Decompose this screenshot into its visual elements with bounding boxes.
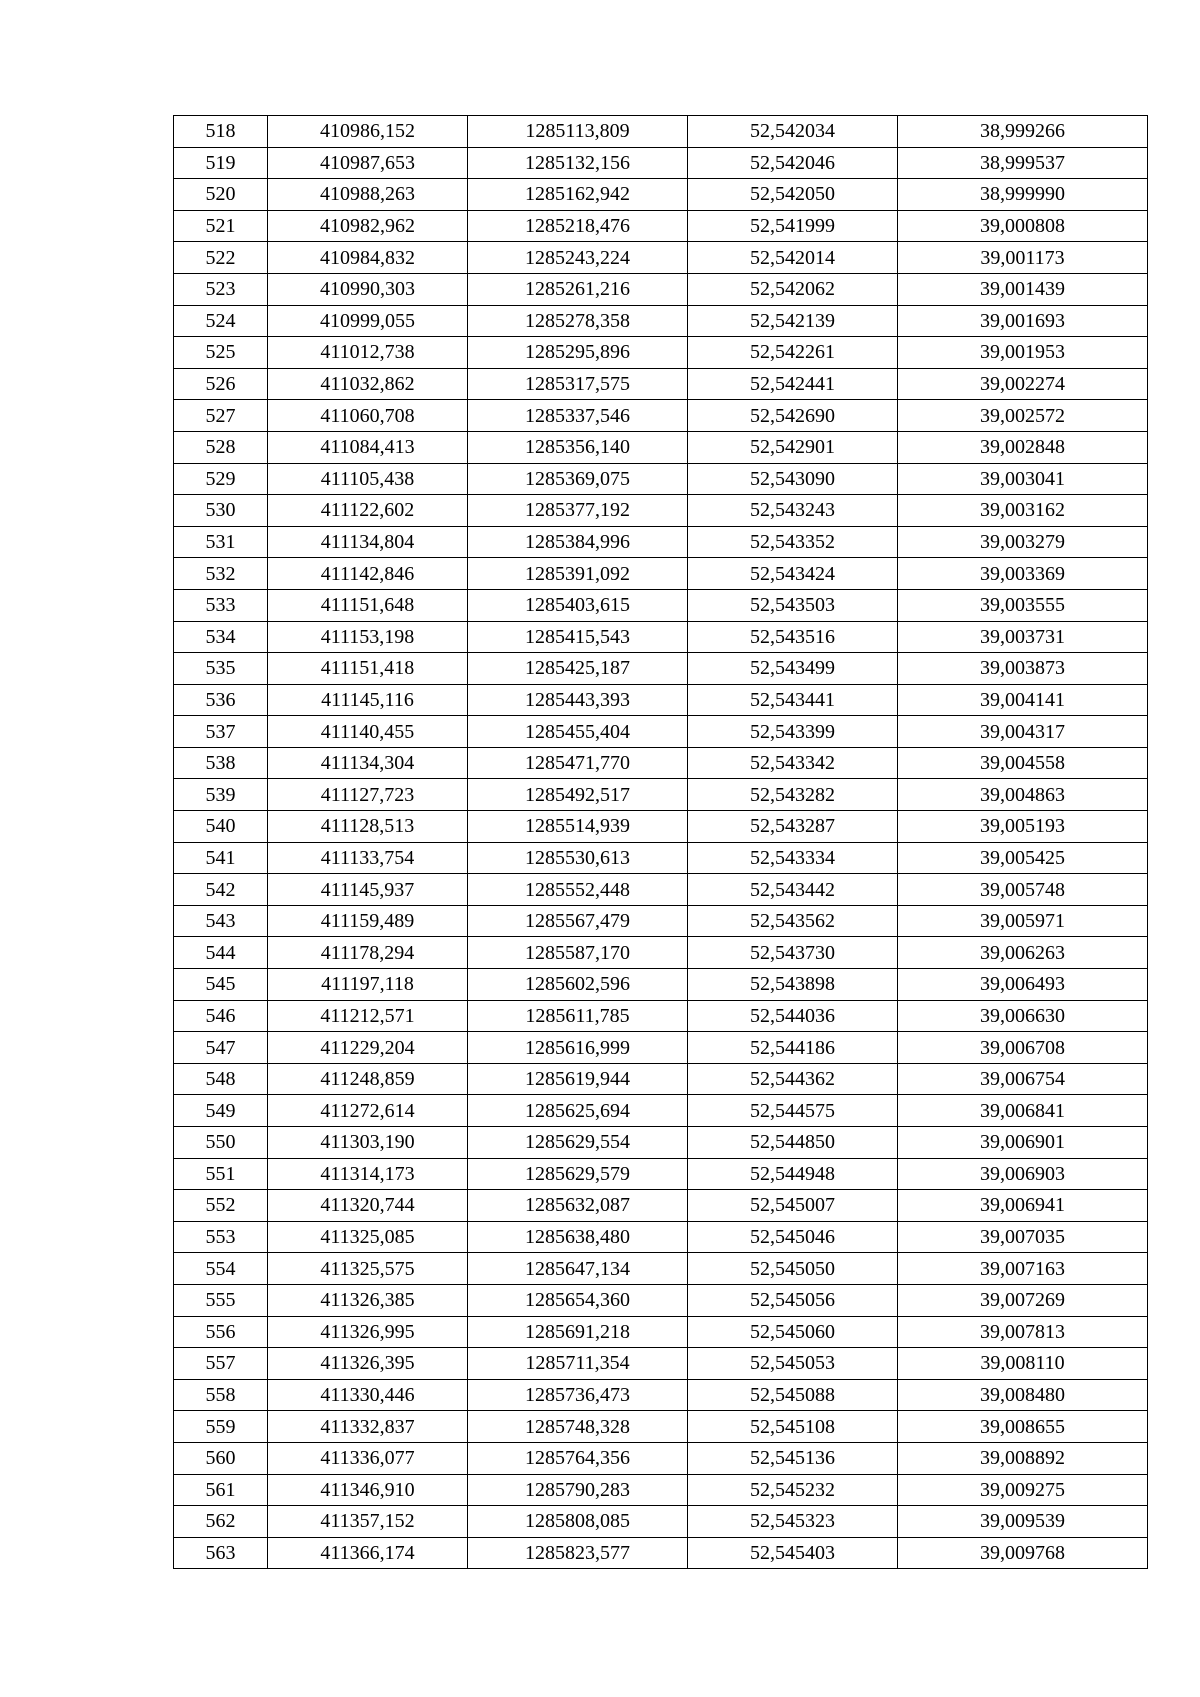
x-coordinate-cell: 411060,708	[268, 400, 468, 432]
longitude-cell: 38,999990	[898, 179, 1148, 211]
y-coordinate-cell: 1285492,517	[468, 779, 688, 811]
longitude-cell: 39,003873	[898, 653, 1148, 685]
x-coordinate-cell: 411346,910	[268, 1474, 468, 1506]
y-coordinate-cell: 1285113,809	[468, 116, 688, 148]
table-row	[174, 653, 1148, 685]
table-row	[174, 495, 1148, 527]
y-coordinate-cell: 1285691,218	[468, 1316, 688, 1348]
x-coordinate-cell: 411134,804	[268, 526, 468, 558]
x-coordinate-cell: 411084,413	[268, 431, 468, 463]
point-number-cell: 542	[174, 874, 268, 906]
point-number-cell: 546	[174, 1000, 268, 1032]
latitude-cell: 52,544948	[688, 1158, 898, 1190]
y-coordinate-cell: 1285602,596	[468, 969, 688, 1001]
table-row	[174, 1063, 1148, 1095]
y-coordinate-cell: 1285808,085	[468, 1506, 688, 1538]
longitude-cell: 39,006708	[898, 1032, 1148, 1064]
point-number-cell: 532	[174, 558, 268, 590]
y-coordinate-cell: 1285403,615	[468, 589, 688, 621]
x-coordinate-cell: 411229,204	[268, 1032, 468, 1064]
latitude-cell: 52,542034	[688, 116, 898, 148]
x-coordinate-cell: 411314,173	[268, 1158, 468, 1190]
x-coordinate-cell: 411032,862	[268, 368, 468, 400]
point-number-cell: 526	[174, 368, 268, 400]
x-coordinate-cell: 411151,648	[268, 589, 468, 621]
table-row	[174, 716, 1148, 748]
longitude-cell: 39,006841	[898, 1095, 1148, 1127]
latitude-cell: 52,543503	[688, 589, 898, 621]
table-row	[174, 779, 1148, 811]
table-row	[174, 1474, 1148, 1506]
y-coordinate-cell: 1285748,328	[468, 1411, 688, 1443]
y-coordinate-cell: 1285132,156	[468, 147, 688, 179]
y-coordinate-cell: 1285611,785	[468, 1000, 688, 1032]
table-row	[174, 874, 1148, 906]
latitude-cell: 52,542050	[688, 179, 898, 211]
y-coordinate-cell: 1285619,944	[468, 1063, 688, 1095]
longitude-cell: 39,009275	[898, 1474, 1148, 1506]
longitude-cell: 39,002274	[898, 368, 1148, 400]
y-coordinate-cell: 1285391,092	[468, 558, 688, 590]
y-coordinate-cell: 1285415,543	[468, 621, 688, 653]
table-row	[174, 558, 1148, 590]
latitude-cell: 52,543334	[688, 842, 898, 874]
longitude-cell: 39,005971	[898, 905, 1148, 937]
latitude-cell: 52,543399	[688, 716, 898, 748]
longitude-cell: 39,003555	[898, 589, 1148, 621]
x-coordinate-cell: 411272,614	[268, 1095, 468, 1127]
longitude-cell: 39,005425	[898, 842, 1148, 874]
x-coordinate-cell: 411145,937	[268, 874, 468, 906]
longitude-cell: 39,006493	[898, 969, 1148, 1001]
longitude-cell: 39,004317	[898, 716, 1148, 748]
longitude-cell: 39,004141	[898, 684, 1148, 716]
y-coordinate-cell: 1285616,999	[468, 1032, 688, 1064]
table-row	[174, 116, 1148, 148]
point-number-cell: 534	[174, 621, 268, 653]
y-coordinate-cell: 1285337,546	[468, 400, 688, 432]
point-number-cell: 521	[174, 210, 268, 242]
x-coordinate-cell: 411325,575	[268, 1253, 468, 1285]
y-coordinate-cell: 1285278,358	[468, 305, 688, 337]
longitude-cell: 39,003279	[898, 526, 1148, 558]
longitude-cell: 39,003162	[898, 495, 1148, 527]
y-coordinate-cell: 1285471,770	[468, 747, 688, 779]
x-coordinate-cell: 411159,489	[268, 905, 468, 937]
table-row	[174, 937, 1148, 969]
x-coordinate-cell: 411197,118	[268, 969, 468, 1001]
longitude-cell: 39,008110	[898, 1348, 1148, 1380]
table-row	[174, 431, 1148, 463]
longitude-cell: 39,009539	[898, 1506, 1148, 1538]
y-coordinate-cell: 1285711,354	[468, 1348, 688, 1380]
longitude-cell: 39,006263	[898, 937, 1148, 969]
point-number-cell: 556	[174, 1316, 268, 1348]
latitude-cell: 52,543424	[688, 558, 898, 590]
point-number-cell: 519	[174, 147, 268, 179]
point-number-cell: 533	[174, 589, 268, 621]
latitude-cell: 52,542062	[688, 273, 898, 305]
x-coordinate-cell: 410987,653	[268, 147, 468, 179]
longitude-cell: 39,007163	[898, 1253, 1148, 1285]
latitude-cell: 52,541999	[688, 210, 898, 242]
table-row	[174, 1316, 1148, 1348]
table-row	[174, 684, 1148, 716]
y-coordinate-cell: 1285790,283	[468, 1474, 688, 1506]
y-coordinate-cell: 1285736,473	[468, 1379, 688, 1411]
latitude-cell: 52,542046	[688, 147, 898, 179]
y-coordinate-cell: 1285567,479	[468, 905, 688, 937]
longitude-cell: 39,007035	[898, 1221, 1148, 1253]
latitude-cell: 52,543282	[688, 779, 898, 811]
x-coordinate-cell: 410982,962	[268, 210, 468, 242]
y-coordinate-cell: 1285455,404	[468, 716, 688, 748]
point-number-cell: 518	[174, 116, 268, 148]
x-coordinate-cell: 411127,723	[268, 779, 468, 811]
table-row	[174, 337, 1148, 369]
x-coordinate-cell: 411330,446	[268, 1379, 468, 1411]
x-coordinate-cell: 411320,744	[268, 1190, 468, 1222]
table-row	[174, 1253, 1148, 1285]
y-coordinate-cell: 1285443,393	[468, 684, 688, 716]
longitude-cell: 39,002848	[898, 431, 1148, 463]
y-coordinate-cell: 1285162,942	[468, 179, 688, 211]
y-coordinate-cell: 1285369,075	[468, 463, 688, 495]
longitude-cell: 39,006941	[898, 1190, 1148, 1222]
longitude-cell: 39,003369	[898, 558, 1148, 590]
table-row	[174, 147, 1148, 179]
point-number-cell: 543	[174, 905, 268, 937]
table-row	[174, 905, 1148, 937]
x-coordinate-cell: 411178,294	[268, 937, 468, 969]
point-number-cell: 535	[174, 653, 268, 685]
point-number-cell: 530	[174, 495, 268, 527]
point-number-cell: 540	[174, 811, 268, 843]
point-number-cell: 539	[174, 779, 268, 811]
latitude-cell: 52,545046	[688, 1221, 898, 1253]
point-number-cell: 524	[174, 305, 268, 337]
table-row	[174, 1158, 1148, 1190]
x-coordinate-cell: 411336,077	[268, 1442, 468, 1474]
point-number-cell: 548	[174, 1063, 268, 1095]
point-number-cell: 551	[174, 1158, 268, 1190]
longitude-cell: 39,009768	[898, 1537, 1148, 1569]
latitude-cell: 52,542441	[688, 368, 898, 400]
table-row	[174, 1537, 1148, 1569]
latitude-cell: 52,543730	[688, 937, 898, 969]
table-row	[174, 842, 1148, 874]
point-number-cell: 549	[174, 1095, 268, 1127]
table-row	[174, 1221, 1148, 1253]
x-coordinate-cell: 410986,152	[268, 116, 468, 148]
y-coordinate-cell: 1285530,613	[468, 842, 688, 874]
latitude-cell: 52,543499	[688, 653, 898, 685]
longitude-cell: 38,999266	[898, 116, 1148, 148]
x-coordinate-cell: 411105,438	[268, 463, 468, 495]
table-row	[174, 1379, 1148, 1411]
longitude-cell: 39,008480	[898, 1379, 1148, 1411]
x-coordinate-cell: 411326,995	[268, 1316, 468, 1348]
y-coordinate-cell: 1285243,224	[468, 242, 688, 274]
y-coordinate-cell: 1285317,575	[468, 368, 688, 400]
latitude-cell: 52,543516	[688, 621, 898, 653]
table-row	[174, 1095, 1148, 1127]
point-number-cell: 522	[174, 242, 268, 274]
x-coordinate-cell: 411303,190	[268, 1127, 468, 1159]
latitude-cell: 52,544362	[688, 1063, 898, 1095]
table-row	[174, 811, 1148, 843]
table-row	[174, 589, 1148, 621]
x-coordinate-cell: 411366,174	[268, 1537, 468, 1569]
longitude-cell: 39,006754	[898, 1063, 1148, 1095]
point-number-cell: 555	[174, 1284, 268, 1316]
latitude-cell: 52,544186	[688, 1032, 898, 1064]
point-number-cell: 558	[174, 1379, 268, 1411]
latitude-cell: 52,543898	[688, 969, 898, 1001]
coordinates-table	[173, 115, 1148, 1569]
x-coordinate-cell: 411248,859	[268, 1063, 468, 1095]
y-coordinate-cell: 1285514,939	[468, 811, 688, 843]
point-number-cell: 525	[174, 337, 268, 369]
longitude-cell: 39,004863	[898, 779, 1148, 811]
latitude-cell: 52,543562	[688, 905, 898, 937]
y-coordinate-cell: 1285629,554	[468, 1127, 688, 1159]
point-number-cell: 523	[174, 273, 268, 305]
point-number-cell: 560	[174, 1442, 268, 1474]
table-row	[174, 273, 1148, 305]
latitude-cell: 52,545403	[688, 1537, 898, 1569]
table-row	[174, 400, 1148, 432]
table-row	[174, 969, 1148, 1001]
x-coordinate-cell: 411325,085	[268, 1221, 468, 1253]
x-coordinate-cell: 411357,152	[268, 1506, 468, 1538]
latitude-cell: 52,545007	[688, 1190, 898, 1222]
latitude-cell: 52,545053	[688, 1348, 898, 1380]
table-row	[174, 1190, 1148, 1222]
y-coordinate-cell: 1285425,187	[468, 653, 688, 685]
longitude-cell: 39,006903	[898, 1158, 1148, 1190]
latitude-cell: 52,542014	[688, 242, 898, 274]
latitude-cell: 52,543090	[688, 463, 898, 495]
latitude-cell: 52,544036	[688, 1000, 898, 1032]
latitude-cell: 52,543287	[688, 811, 898, 843]
point-number-cell: 554	[174, 1253, 268, 1285]
y-coordinate-cell: 1285823,577	[468, 1537, 688, 1569]
y-coordinate-cell: 1285647,134	[468, 1253, 688, 1285]
longitude-cell: 39,001953	[898, 337, 1148, 369]
table-row	[174, 1506, 1148, 1538]
table-row	[174, 526, 1148, 558]
point-number-cell: 559	[174, 1411, 268, 1443]
y-coordinate-cell: 1285552,448	[468, 874, 688, 906]
x-coordinate-cell: 411134,304	[268, 747, 468, 779]
x-coordinate-cell: 411012,738	[268, 337, 468, 369]
table-row	[174, 1348, 1148, 1380]
y-coordinate-cell: 1285764,356	[468, 1442, 688, 1474]
coordinates-table-body	[174, 116, 1148, 1569]
table-row	[174, 1442, 1148, 1474]
latitude-cell: 52,543342	[688, 747, 898, 779]
point-number-cell: 520	[174, 179, 268, 211]
latitude-cell: 52,542690	[688, 400, 898, 432]
latitude-cell: 52,543243	[688, 495, 898, 527]
point-number-cell: 545	[174, 969, 268, 1001]
longitude-cell: 39,006901	[898, 1127, 1148, 1159]
x-coordinate-cell: 410984,832	[268, 242, 468, 274]
longitude-cell: 39,001173	[898, 242, 1148, 274]
latitude-cell: 52,545232	[688, 1474, 898, 1506]
x-coordinate-cell: 411133,754	[268, 842, 468, 874]
point-number-cell: 529	[174, 463, 268, 495]
table-row	[174, 1032, 1148, 1064]
table-row	[174, 747, 1148, 779]
table-row	[174, 242, 1148, 274]
y-coordinate-cell: 1285629,579	[468, 1158, 688, 1190]
longitude-cell: 39,006630	[898, 1000, 1148, 1032]
longitude-cell: 39,003731	[898, 621, 1148, 653]
point-number-cell: 550	[174, 1127, 268, 1159]
latitude-cell: 52,545050	[688, 1253, 898, 1285]
point-number-cell: 527	[174, 400, 268, 432]
y-coordinate-cell: 1285632,087	[468, 1190, 688, 1222]
x-coordinate-cell: 411122,602	[268, 495, 468, 527]
x-coordinate-cell: 411153,198	[268, 621, 468, 653]
x-coordinate-cell: 411142,846	[268, 558, 468, 590]
latitude-cell: 52,543442	[688, 874, 898, 906]
latitude-cell: 52,544575	[688, 1095, 898, 1127]
point-number-cell: 538	[174, 747, 268, 779]
point-number-cell: 557	[174, 1348, 268, 1380]
y-coordinate-cell: 1285625,694	[468, 1095, 688, 1127]
latitude-cell: 52,544850	[688, 1127, 898, 1159]
longitude-cell: 39,002572	[898, 400, 1148, 432]
y-coordinate-cell: 1285638,480	[468, 1221, 688, 1253]
longitude-cell: 39,005193	[898, 811, 1148, 843]
latitude-cell: 52,545056	[688, 1284, 898, 1316]
point-number-cell: 552	[174, 1190, 268, 1222]
latitude-cell: 52,542901	[688, 431, 898, 463]
longitude-cell: 39,004558	[898, 747, 1148, 779]
point-number-cell: 563	[174, 1537, 268, 1569]
y-coordinate-cell: 1285654,360	[468, 1284, 688, 1316]
latitude-cell: 52,543441	[688, 684, 898, 716]
latitude-cell: 52,545060	[688, 1316, 898, 1348]
y-coordinate-cell: 1285218,476	[468, 210, 688, 242]
x-coordinate-cell: 410988,263	[268, 179, 468, 211]
point-number-cell: 553	[174, 1221, 268, 1253]
x-coordinate-cell: 411151,418	[268, 653, 468, 685]
y-coordinate-cell: 1285587,170	[468, 937, 688, 969]
x-coordinate-cell: 411140,455	[268, 716, 468, 748]
table-row	[174, 179, 1148, 211]
latitude-cell: 52,542261	[688, 337, 898, 369]
longitude-cell: 39,007269	[898, 1284, 1148, 1316]
latitude-cell: 52,542139	[688, 305, 898, 337]
point-number-cell: 531	[174, 526, 268, 558]
table-row	[174, 305, 1148, 337]
latitude-cell: 52,545088	[688, 1379, 898, 1411]
latitude-cell: 52,543352	[688, 526, 898, 558]
x-coordinate-cell: 411128,513	[268, 811, 468, 843]
table-row	[174, 1000, 1148, 1032]
table-row	[174, 621, 1148, 653]
longitude-cell: 39,007813	[898, 1316, 1148, 1348]
x-coordinate-cell: 410990,303	[268, 273, 468, 305]
latitude-cell: 52,545136	[688, 1442, 898, 1474]
x-coordinate-cell: 411145,116	[268, 684, 468, 716]
x-coordinate-cell: 410999,055	[268, 305, 468, 337]
y-coordinate-cell: 1285377,192	[468, 495, 688, 527]
table-row	[174, 1127, 1148, 1159]
longitude-cell: 39,001693	[898, 305, 1148, 337]
longitude-cell: 39,008892	[898, 1442, 1148, 1474]
point-number-cell: 562	[174, 1506, 268, 1538]
y-coordinate-cell: 1285295,896	[468, 337, 688, 369]
longitude-cell: 39,000808	[898, 210, 1148, 242]
table-row	[174, 463, 1148, 495]
point-number-cell: 528	[174, 431, 268, 463]
table-row	[174, 368, 1148, 400]
longitude-cell: 39,001439	[898, 273, 1148, 305]
point-number-cell: 547	[174, 1032, 268, 1064]
x-coordinate-cell: 411326,385	[268, 1284, 468, 1316]
x-coordinate-cell: 411212,571	[268, 1000, 468, 1032]
point-number-cell: 537	[174, 716, 268, 748]
point-number-cell: 544	[174, 937, 268, 969]
latitude-cell: 52,545108	[688, 1411, 898, 1443]
y-coordinate-cell: 1285261,216	[468, 273, 688, 305]
table-row	[174, 1411, 1148, 1443]
point-number-cell: 536	[174, 684, 268, 716]
longitude-cell: 39,005748	[898, 874, 1148, 906]
longitude-cell: 38,999537	[898, 147, 1148, 179]
x-coordinate-cell: 411332,837	[268, 1411, 468, 1443]
latitude-cell: 52,545323	[688, 1506, 898, 1538]
point-number-cell: 561	[174, 1474, 268, 1506]
x-coordinate-cell: 411326,395	[268, 1348, 468, 1380]
y-coordinate-cell: 1285384,996	[468, 526, 688, 558]
table-row	[174, 1284, 1148, 1316]
table-row	[174, 210, 1148, 242]
longitude-cell: 39,003041	[898, 463, 1148, 495]
longitude-cell: 39,008655	[898, 1411, 1148, 1443]
y-coordinate-cell: 1285356,140	[468, 431, 688, 463]
point-number-cell: 541	[174, 842, 268, 874]
